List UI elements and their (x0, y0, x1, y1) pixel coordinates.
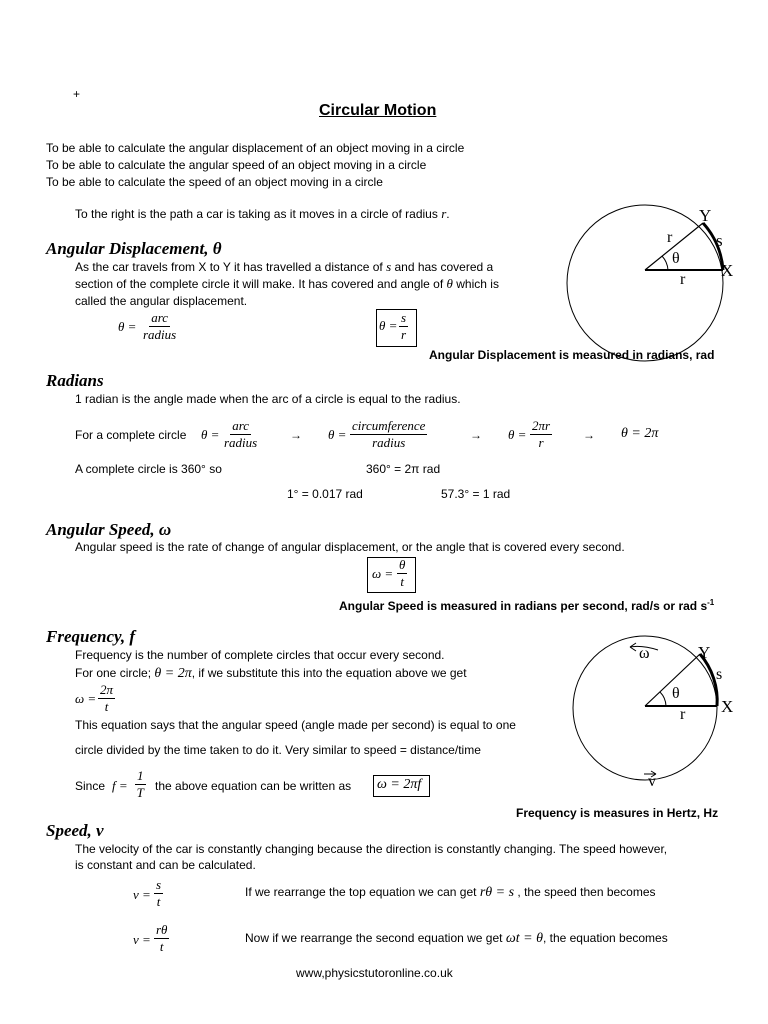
ad-line-2: section of the complete circle it will make. It has covered and angle of θ which is (75, 276, 499, 291)
objective-3: To be able to calculate the speed of an object moving in a circle (46, 175, 383, 189)
heading-angular-speed: Angular Speed, ω (46, 520, 172, 539)
ad-eq-den: radius (143, 327, 177, 342)
rad-eq3-fraction (530, 419, 552, 450)
heading-frequency: Frequency, f (46, 627, 136, 646)
heading-angular-displacement: Angular Displacement, θ (46, 239, 222, 258)
f-eq-den: T (136, 785, 144, 800)
intro-text: To the right is the path a car is taking as it moves in a circle of radius r. (75, 206, 450, 221)
diagram1-label-r-bottom: r (680, 271, 686, 288)
speed-line-1: The velocity of the car is constantly changing because the direction is constantly changing. The speed however, (75, 842, 668, 856)
frequency-line-2: For one circle; θ = 2π, if we substitute this into the equation above we get (75, 666, 467, 681)
conversion-2: 57.3° = 1 rad (441, 487, 511, 501)
diagram1-circle (567, 205, 723, 361)
diagram1-label-y: Y (699, 206, 712, 225)
speed-eq1-lhs: v = (133, 887, 151, 902)
diagram2-label-x: X (721, 697, 734, 716)
freq-eq-den: t (104, 699, 109, 714)
ad-line-3: called the angular displacement. (75, 294, 248, 308)
speed-eq1-fraction (154, 878, 163, 909)
rad-eq3-den: r (538, 435, 544, 450)
rad-eq4: θ = 2π (621, 426, 659, 441)
freq-eq-lhs: ω = (75, 691, 97, 706)
rad-eq1-lhs: θ = (201, 427, 220, 442)
since-label: Since (75, 779, 106, 793)
speed-eq2-num: rθ (156, 922, 168, 937)
frequency-line-4: circle divided by the time taken to do it. Very similar to speed = distance/time (75, 743, 481, 757)
speed-note-1: If we rearrange the top equation we can get rθ = s , the speed then becomes (245, 885, 656, 900)
arrow-3: → (583, 428, 595, 442)
diagram1-label-theta: θ (672, 250, 680, 267)
ad-box-num: s (401, 310, 407, 325)
as-box-fraction (397, 558, 407, 589)
frequency-unit-note: Frequency is measures in Hertz, Hz (516, 806, 719, 820)
frequency-line-3: This equation says that the angular speed (angle made per second) is equal to one (75, 718, 516, 732)
intro-var-r: r (441, 206, 447, 221)
ad-line-1: As the car travels from X to Y it has travelled a distance of s and has covered a (75, 259, 494, 274)
footer-website: www,physicstutoronline.co.uk (296, 966, 453, 980)
as-box-num: θ (399, 557, 406, 572)
arrow-2: → (470, 428, 482, 442)
ad-box-fraction (399, 311, 408, 342)
diagram1-label-x: X (721, 261, 734, 280)
rad-eq1-den: radius (224, 435, 258, 450)
degrees-equation: 360° = 2π rad (366, 462, 441, 476)
heading-speed: Speed, v (46, 821, 104, 840)
circle-diagram-1 (560, 196, 760, 376)
diagram1-angle-mark (662, 256, 668, 270)
ad-box-den: r (401, 327, 407, 342)
rad-eq2-lhs: θ = (328, 427, 347, 442)
rad-eq3-num: 2πr (532, 418, 551, 433)
objective-2: To be able to calculate the angular speed of an object moving in a circle (46, 158, 427, 172)
angular-speed-unit-note: Angular Speed is measured in radians per second, rad/s or rad $s^{-1}$ (339, 598, 715, 613)
objective-1: To be able to calculate the angular displacement of an object moving in a circle (46, 141, 465, 155)
complete-circle-degrees: A complete circle is 360° so (75, 462, 222, 476)
diagram2-label-r: r (680, 706, 686, 723)
frequency-definition: Frequency is the number of complete circles that occur every second. (75, 648, 445, 662)
rad-eq2-fraction (350, 419, 427, 450)
rad-eq1-fraction (224, 419, 257, 450)
ad-unit-note: Angular Displacement is measured in radians, rad (429, 348, 715, 362)
ad-box-lhs: θ = (379, 318, 398, 333)
diagram1-label-r-top: r (667, 229, 673, 246)
speed-eq2-fraction (154, 923, 169, 954)
f-eq-num: 1 (137, 768, 144, 783)
diagram2-label-omega: ω (639, 645, 650, 662)
rad-eq2-num: circumference (352, 418, 426, 433)
speed-note-2: Now if we rearrange the second equation we get ωt = θ, the equation becomes (245, 931, 668, 946)
speed-eq2-lhs: v = (133, 932, 151, 947)
diagram2-label-s: s (716, 666, 723, 683)
speed-line-2: is constant and can be calculated. (75, 858, 256, 872)
frequency-box-eq: ω = 2πf (377, 777, 422, 792)
speed-eq2-den: t (159, 939, 164, 954)
conversion-1: 1° = 0.017 rad (287, 487, 363, 501)
ad-eq-lhs: θ = (118, 319, 137, 334)
freq-eq-fraction (98, 683, 115, 714)
diagram2-label-y: Y (698, 643, 711, 662)
angular-speed-definition: Angular speed is the rate of change of angular displacement, or the angle that is covered every second. (75, 540, 625, 554)
rewrite-text: the above equation can be written as (155, 779, 352, 793)
ad-eq-num: arc (151, 310, 169, 325)
as-box-den: t (400, 574, 404, 589)
page-title: Circular Motion (319, 102, 437, 119)
diagram2-label-theta: θ (672, 685, 680, 702)
diagram2-angle-mark (660, 692, 666, 706)
speed-eq1-den: t (156, 894, 161, 909)
diagram1-label-s: s (716, 231, 723, 250)
speed-eq1-num: s (156, 877, 162, 892)
arrow-1: → (290, 428, 302, 442)
f-eq-fraction (135, 769, 146, 800)
freq-eq-num: 2π (100, 682, 114, 697)
diagram2-label-v: v (648, 773, 656, 790)
complete-circle-label: For a complete circle (75, 428, 187, 442)
plus-mark: + (73, 87, 81, 101)
rad-eq3-lhs: θ = (508, 427, 527, 442)
heading-radians: Radians (46, 371, 104, 390)
as-box-lhs: ω = (372, 566, 394, 581)
ad-eq-fraction (143, 311, 176, 342)
rad-eq1-num: arc (232, 418, 250, 433)
rad-eq2-den: radius (372, 435, 406, 450)
radians-definition: 1 radian is the angle made when the arc of a circle is equal to the radius. (75, 392, 461, 406)
f-eq-lhs: f = (112, 778, 128, 793)
